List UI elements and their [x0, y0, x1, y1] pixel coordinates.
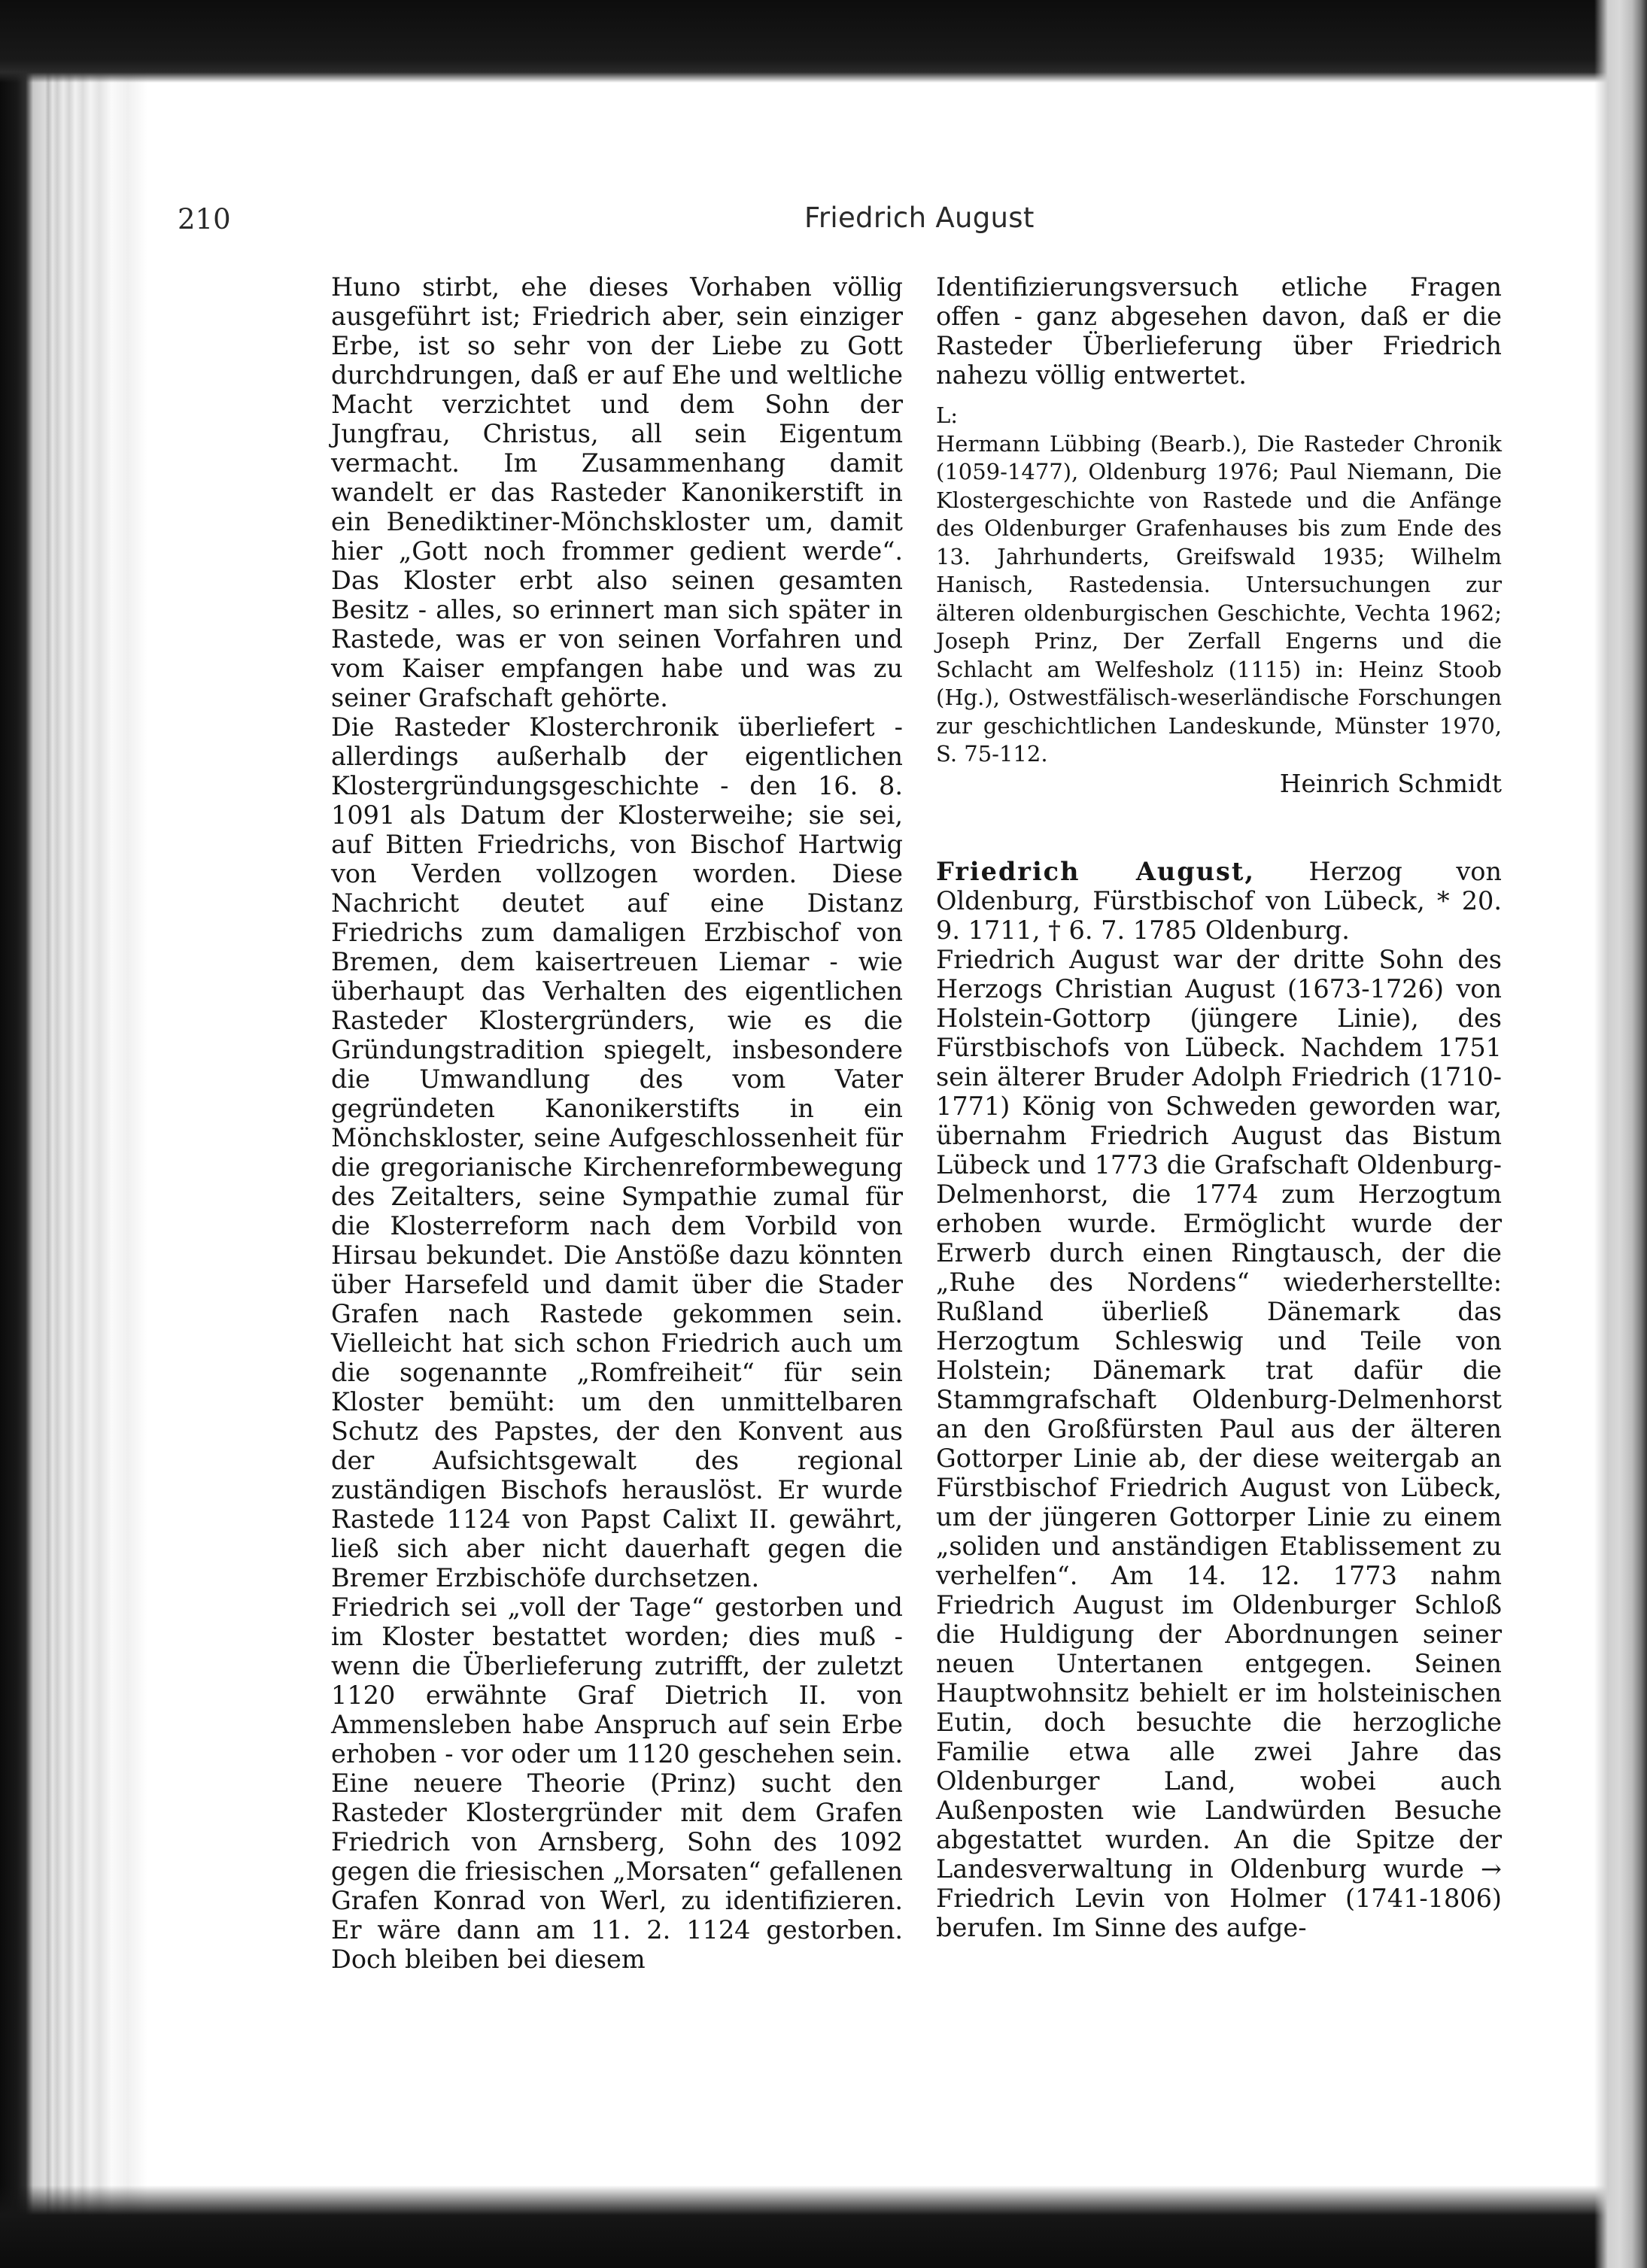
left-column [331, 272, 903, 1974]
scan-bottom-border [0, 2185, 1647, 2268]
book-gutter-fold [1594, 0, 1647, 2268]
entry-separator [936, 798, 1502, 857]
left-paragraph-3: Friedrich sei „voll der Tage“ gestorben und im Kloster bestattet worden; dies muß - wenn die Überlieferung zutrifft, der zuletzt 1120 erwähnte Graf Dietrich II. von Ammensleben habe Anspruch auf sein Erbe erhoben - vor oder um 1120 geschehen sein. Eine neuere Theorie (Prinz) sucht den Rasteder Klostergründer mit dem Grafen Friedrich von Arnsberg, Sohn des 1092 gegen die friesischen „Morsaten“ gefallenen Grafen Konrad von Werl, zu identifizieren. Er wäre dann am 11. 2. 1124 gestorben. Doch bleiben bei diesem [331, 1592, 903, 1974]
right-column [936, 272, 1502, 1942]
literature-list: Hermann Lübbing (Bearb.), Die Rasteder Chronik (1059-1477), Oldenburg 1976; Paul Niemann, Die Klostergeschichte von Rastede und die Anfänge des Oldenburger Grafenhauses bis zum Ende des 13. Jahrhunderts, Greifswald 1935; Wilhelm Hanisch, Rastedensia. Untersuchungen zur älteren oldenburgischen Geschichte, Vechta 1962; Joseph Prinz, Der Zerfall Engerns und die Schlacht am Welfesholz (1115) in: Heinz Stoob (Hg.), Ostwestfälisch-weserländische Forschungen zur geschichtlichen Landeskunde, Münster 1970, S. 75-112. [936, 430, 1502, 767]
running-title: Friedrich August [804, 202, 1035, 234]
literature-label: L: [936, 402, 959, 428]
entry-heading [936, 857, 1502, 945]
right-continuation-paragraph: Identifizierungsversuch etliche Fragen offen - ganz abgesehen davon, daß er die Rasteder Überlieferung über Friedrich nahezu völlig entwertet. [936, 272, 1502, 390]
author-signature: Heinrich Schmidt [1279, 768, 1502, 798]
left-paragraph-2: Die Rasteder Klosterchronik überliefert - allerdings außerhalb der eigentlichen Klostergründungsgeschichte - den 16. 8. 1091 als Datum der Klosterweihe; sie sei, auf Bitten Friedrichs, von Bischof Hartwig von Verden vollzogen worden. Diese Nachricht deutet auf eine Distanz Friedrichs zum damaligen Erzbischof von Bremen, dem kaisertreuen Liemar - wie überhaupt das Verhalten des eigentlichen Rasteder Klostergründers, wie es die Gründungstradition spiegelt, insbesondere die Umwandlung des vom Vater gegründeten Kanonikerstifts in ein Mönchskloster, seine Aufgeschlossenheit für die gregorianische Kirchenreformbewegung des Zeitalters, seine Sympathie zumal für die Klosterreform nach dem Vorbild von Hirsau bekundet. Die Anstöße dazu könnten über Harsefeld und damit über die Stader Grafen nach Rastede gekommen sein. Vielleicht hat sich schon Friedrich auch um die sogenannte „Romfreiheit“ für sein Kloster bemüht: um den unmittelbaren Schutz des Papstes, der den Konvent aus der Aufsichtsgewalt des regional zuständigen Bischofs herauslöst. Er wurde Rastede 1124 von Papst Calixt II. gewährt, ließ sich aber nicht dauerhaft gegen die Bremer Erzbischöfe durchsetzen. [331, 712, 903, 1592]
entry-body: Friedrich August war der dritte Sohn des Herzogs Christian August (1673-1726) von Holstein-Gottorp (jüngere Linie), des Fürstbischofs von Lübeck. Nachdem 1751 sein älterer Bruder Adolph Friedrich (1710-1771) König von Schweden geworden war, übernahm Friedrich August das Bistum Lübeck und 1773 die Grafschaft Oldenburg-Delmenhorst, die 1774 zum Herzogtum erhoben wurde. Ermöglicht wurde der Erwerb durch einen Ringtausch, der die „Ruhe des Nordens“ wiederherstellte: Rußland überließ Dänemark das Herzogtum Schleswig und Teile von Holstein; Dänemark trat dafür die Stammgrafschaft Oldenburg-Delmenhorst an den Großfürsten Paul aus der älteren Gottorper Linie ab, der diese weitergab an Fürstbischof Friedrich August von Lübeck, um der jüngeren Gottorper Linie zu einem „soliden und anständigen Etablissement zu verhelfen“. Am 14. 12. 1773 nahm Friedrich August im Oldenburger Schloß die Huldigung der Abordnungen seiner neuen Untertanen entgegen. Seinen Hauptwohnsitz behielt er im holsteinischen Eutin, doch besuchte die herzogliche Familie etwa alle zwei Jahre das Oldenburger Land, wobei auch Außenposten wie Landwürden Besuche abgestattet wurden. An die Spitze der Landesverwaltung in Oldenburg wurde → Friedrich Levin von Holmer (1741-1806) berufen. Im Sinne des aufge- [936, 944, 1502, 1942]
entry-intro: Herzog von Oldenburg, Fürstbischof von Lübeck, * 20. 9. 1711, † 6. 7. 1785 Oldenburg. [936, 856, 1502, 945]
scan-top-border [0, 0, 1647, 83]
entry-name: Friedrich August, [936, 856, 1256, 886]
page-header [178, 203, 1498, 248]
left-paragraph-1: Huno stirbt, ehe dieses Vorhaben völlig ausgeführt ist; Friedrich aber, sein einziger Erbe, ist so sehr von der Liebe zu Gott durchdrungen, daß er auf Ehe und weltliche Macht verzichtet und dem Sohn der Jungfrau, Christus, all sein Eigentum vermacht. Im Zusammenhang damit wandelt er das Rasteder Kanonikerstift in ein Benediktiner-Mönchskloster um, damit hier „Gott noch frommer gedient werde“. Das Kloster erbt also seinen gesamten Besitz - alles, so erinnert man sich später in Rastede, was er von seinen Vorfahren und vom Kaiser empfangen habe und was zu seiner Grafschaft gehörte. [331, 272, 903, 712]
page-number: 210 [178, 203, 231, 235]
